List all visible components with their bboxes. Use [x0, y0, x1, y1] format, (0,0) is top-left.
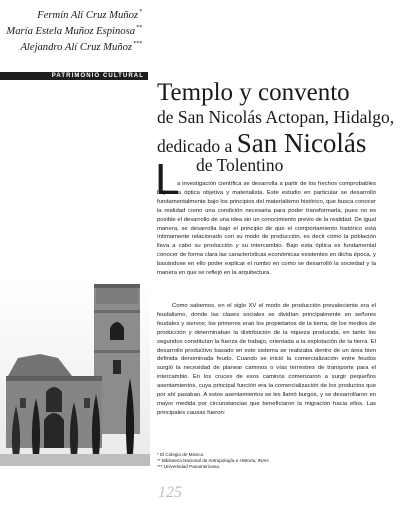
drop-cap: L	[155, 155, 180, 204]
author-3: Alejandro Alí Cruz Muñoz***	[20, 41, 142, 53]
section-label: PATRIMONIO CULTURAL	[0, 72, 148, 80]
author-affiliations	[157, 452, 307, 470]
title-line-3: dedicado a San Nicolás	[157, 128, 367, 158]
paragraph-2: Como sabemos, en el siglo XV el modo de producción prevaleciente era el feudalismo, donde las clases sociales se dividían principalmente en señores feudales y siervos; los primeros eran los propietarios de la tierra, de los medios de producción y determinaban la distribución de la riqueza producida, en tanto los segundos constituían la fuerza de trabajo, orientada a la explotación de la tierra. El desarrollo productivo basado en este sistema se realizaba dentro de un área bien definida denominada feudo. Cuando se inició la comercialización entre feudos surgió la necesidad de planear caminos o vías terrestres de transporte para el intercambio. En los cruces de esos caminos comenzaron a surgir pequeños asentamientos, cuya principal función era la comercialización de los productos que por ahí pasaban. A estos asentamientos se les llamó burgos, y se desarrollaron en mayor medida por circunstancias que beneficiaron la migración hacia ellos. Las principales causas fueron:	[157, 303, 376, 416]
church-photo	[0, 280, 150, 466]
title-line-2: de San Nicolás Actopan, Hidalgo,	[157, 107, 395, 127]
title-line-4: de Tolentino	[196, 155, 284, 175]
title-line-1: Templo y convento	[157, 79, 350, 106]
paragraph-1: a investigación científica se desarrolla a partir de los hechos comprobables bajo una óptica objetiva y materialista. Este estudio en particular se desarrolló fundamentalmente bajo los principios del materialismo histórico, que busca conocer la realidad como una condición necesaria para poder transformarla, pues no es posible el desarrollo de una idea sin un conocimiento previo de la realidad. De igual manera, se desarrolla bajo el principio de que el comportamiento histórico está íntimamente relacionado con su modo de producción, es decir cómo la población lleva a cabo su producción y su intercambio. Bajo esta óptica es fundamental conocer de forma clara las características económicas existentes en dicha época, y basándose en ello poder explicar el rumbo en como se desarrolló la sociedad y la manera en que se reflejó en la arquitectura.	[157, 181, 376, 277]
affiliation-3: *** Universidad Panamericana.	[157, 464, 221, 469]
page-number: 125	[158, 484, 182, 501]
author-1: Fermín Alí Cruz Muñoz*	[37, 9, 142, 21]
author-2: María Estela Muñoz Espinosa**	[6, 25, 142, 37]
authors-block	[0, 6, 142, 54]
affiliation-1: * El Colegio de México.	[157, 452, 205, 457]
affiliation-2: ** Biblioteca Nacional de Antropología e Historia, INAH.	[157, 458, 270, 463]
